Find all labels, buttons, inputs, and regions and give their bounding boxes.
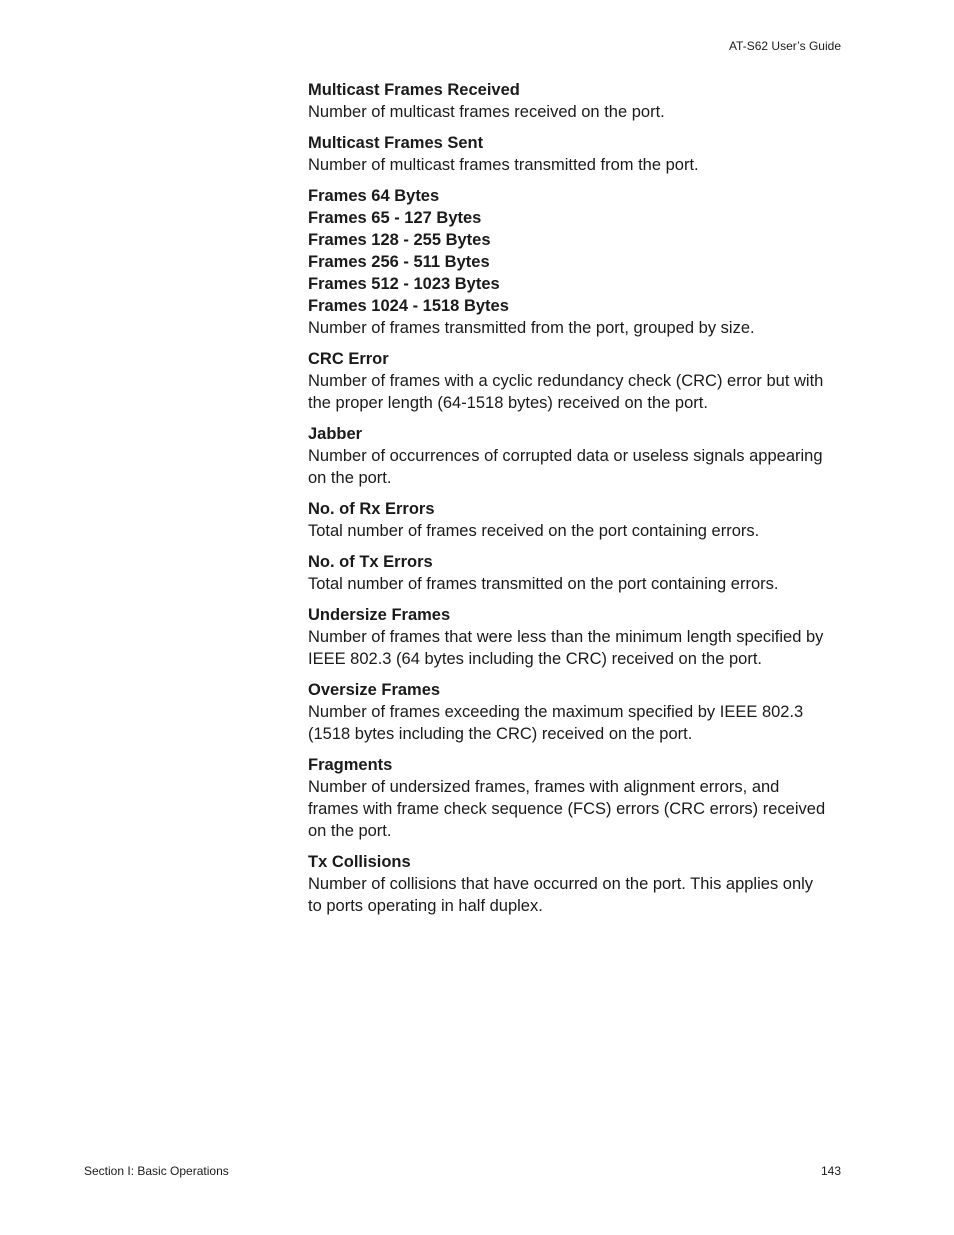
term-description: Number of multicast frames received on the port.	[308, 103, 665, 121]
definition-entry	[308, 604, 828, 670]
definition-entry	[308, 754, 828, 842]
statistics-definitions	[308, 79, 828, 926]
term-description: Number of frames transmitted from the port, grouped by size.	[308, 319, 755, 337]
term: No. of Tx Errors	[308, 553, 433, 571]
term: Frames 512 - 1023 Bytes	[308, 275, 500, 293]
term-description: Number of frames exceeding the maximum specified by IEEE 802.3 (1518 bytes including the CRC) received on the port.	[308, 703, 804, 743]
definition-entry	[308, 551, 828, 595]
definition-entry	[308, 423, 828, 489]
term-description: Number of undersized frames, frames with alignment errors, and frames with frame check sequence (FCS) errors (CRC errors) received on the port.	[308, 778, 826, 840]
definition-entry	[308, 679, 828, 745]
page-number: 143	[820, 1164, 841, 1178]
term-description: Number of frames with a cyclic redundancy check (CRC) error but with the proper length (64-1518 bytes) received on the port.	[308, 372, 824, 412]
term-description: Number of multicast frames transmitted from the port.	[308, 156, 699, 174]
term: Oversize Frames	[308, 681, 441, 699]
definition-entry	[308, 348, 828, 414]
term: Frames 65 - 127 Bytes	[308, 209, 482, 227]
term: Frames 64 Bytes	[308, 187, 440, 205]
term-description: Total number of frames received on the port containing errors.	[308, 522, 760, 540]
term: CRC Error	[308, 350, 389, 368]
footer-section-title: Section I: Basic Operations	[84, 1164, 229, 1178]
term-description: Number of collisions that have occurred on the port. This applies only to ports operating in half duplex.	[308, 875, 814, 915]
term-description: Total number of frames transmitted on the port containing errors.	[308, 575, 779, 593]
definition-entry	[308, 851, 828, 917]
term-description: Number of frames that were less than the minimum length specified by IEEE 802.3 (64 bytes including the CRC) received on the port.	[308, 628, 824, 668]
definition-entry	[308, 132, 828, 176]
term: Fragments	[308, 756, 393, 774]
running-header-guide-title: AT-S62 User’s Guide	[728, 39, 841, 53]
term: Frames 128 - 255 Bytes	[308, 231, 491, 249]
definition-entry	[308, 79, 828, 123]
definition-entry	[308, 185, 828, 339]
term: Multicast Frames Sent	[308, 134, 484, 152]
term-description: Number of occurrences of corrupted data or useless signals appearing on the port.	[308, 447, 823, 487]
term: Tx Collisions	[308, 853, 411, 871]
term: Jabber	[308, 425, 363, 443]
running-footer	[84, 1163, 841, 1179]
term: No. of Rx Errors	[308, 500, 435, 518]
term: Multicast Frames Received	[308, 81, 520, 99]
term: Undersize Frames	[308, 606, 451, 624]
definition-entry	[308, 498, 828, 542]
term: Frames 1024 - 1518 Bytes	[308, 297, 509, 315]
term: Frames 256 - 511 Bytes	[308, 253, 490, 271]
